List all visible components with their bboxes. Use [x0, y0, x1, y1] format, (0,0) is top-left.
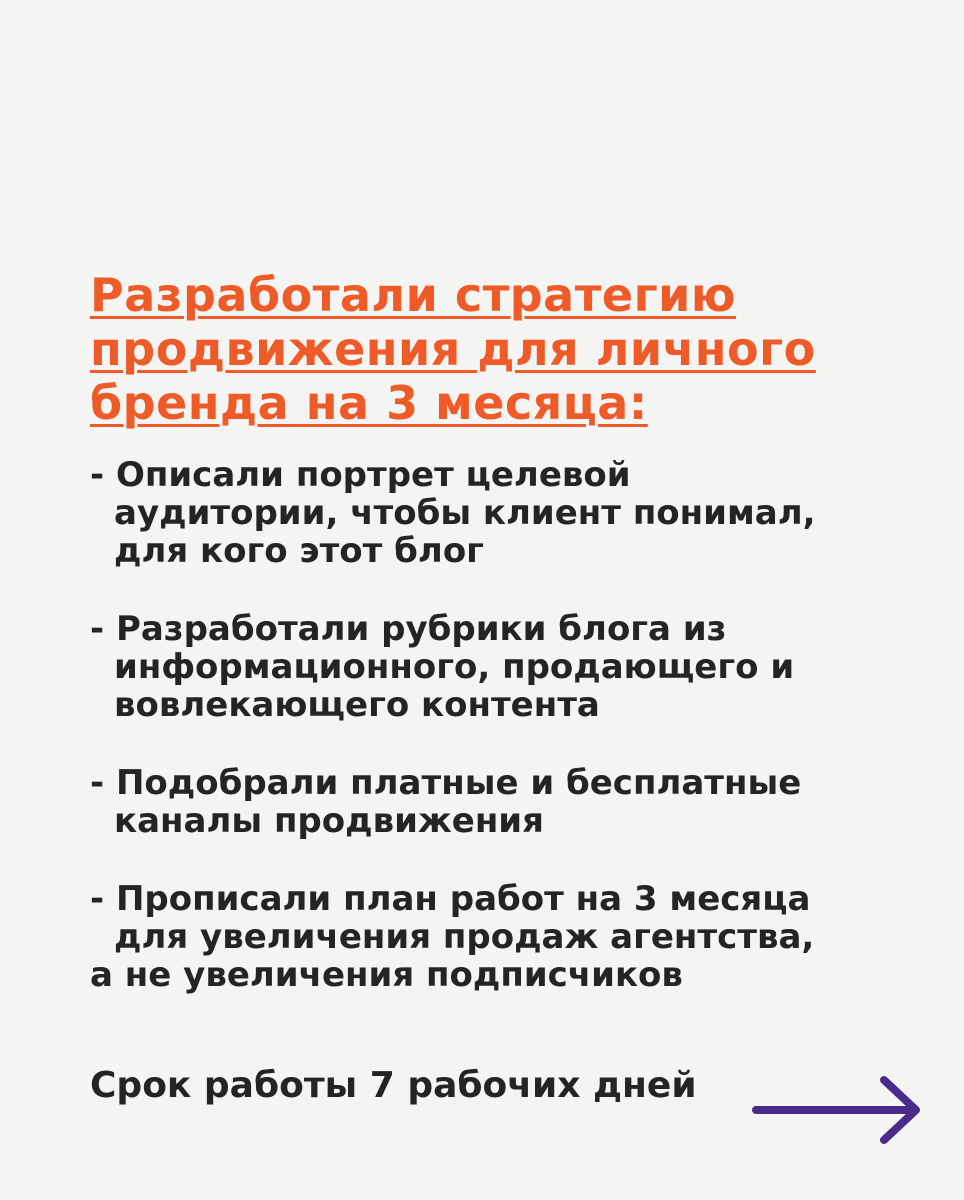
list-item — [90, 456, 930, 570]
item-line: - Подобрали платные и бесплатные — [90, 763, 802, 803]
item-line: аудитории, чтобы клиент понимал, — [114, 493, 816, 533]
deliverables-list — [90, 456, 930, 1034]
item-line: а не увеличения подписчиков — [90, 955, 683, 995]
title-line: продвижения для личного — [90, 322, 816, 376]
slide-title — [90, 268, 910, 430]
title-line: Разработали стратегию — [90, 268, 737, 322]
title-line: бренда на 3 месяца: — [90, 376, 648, 430]
item-line: вовлекающего контента — [114, 685, 600, 725]
arrow-right-icon[interactable] — [750, 1072, 930, 1152]
item-line: каналы продвижения — [114, 801, 544, 841]
item-line: информационного, продающего и — [114, 647, 795, 687]
list-item — [90, 764, 930, 840]
item-line: для увеличения продаж агентства, — [114, 917, 815, 957]
item-line: для кого этот блог — [114, 531, 484, 571]
list-item — [90, 880, 930, 994]
list-item — [90, 610, 930, 724]
item-line: - Прописали план работ на 3 месяца — [90, 879, 811, 919]
item-line: - Разработали рубрики блога из — [90, 609, 727, 649]
item-line: - Описали портрет целевой — [90, 455, 631, 495]
duration-text: Срок работы 7 рабочих дней — [90, 1065, 697, 1106]
